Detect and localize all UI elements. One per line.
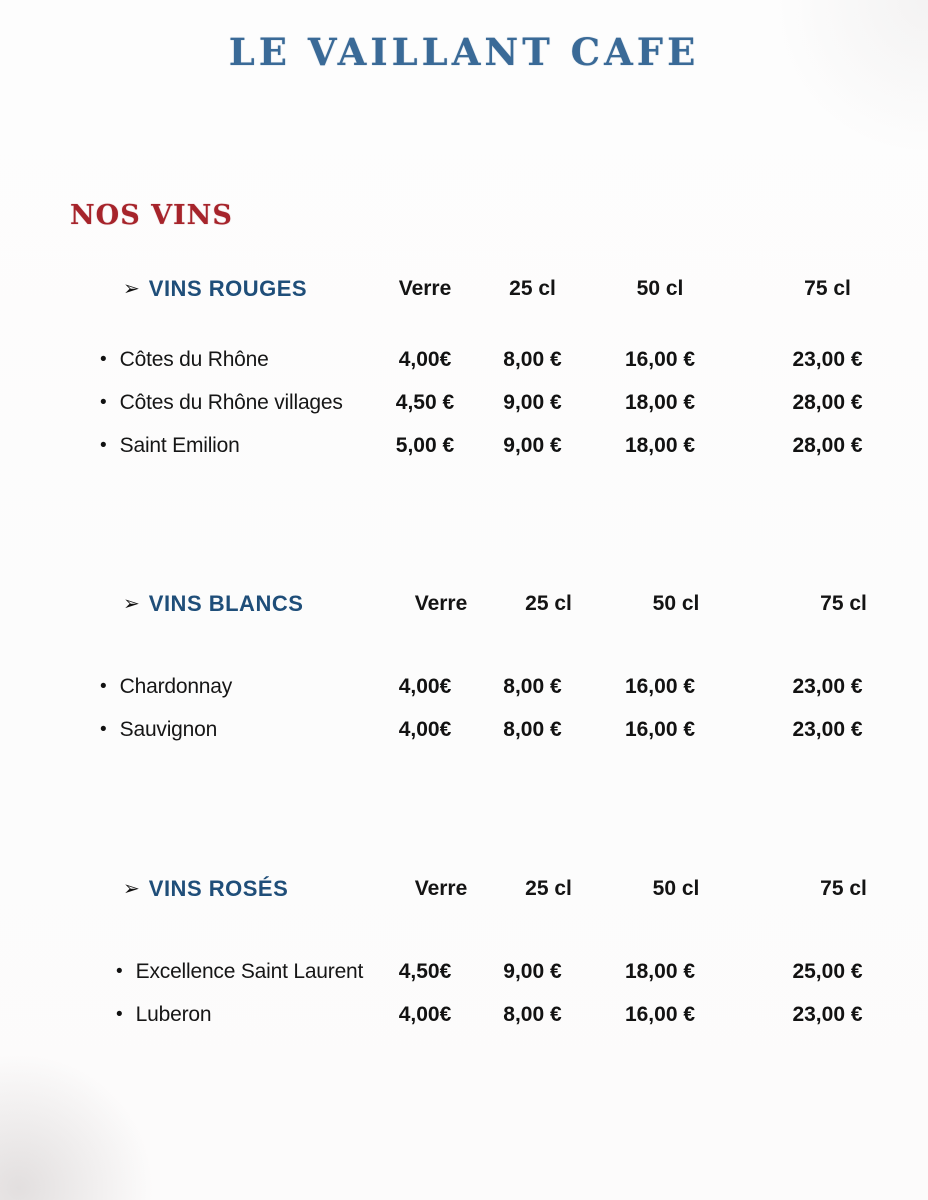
spacer bbox=[90, 912, 920, 950]
arrow-bullet-icon: ➢ bbox=[123, 878, 140, 900]
price-25cl: 8,00 € bbox=[503, 347, 562, 371]
spacer bbox=[90, 312, 920, 338]
wine-name-cell bbox=[90, 675, 370, 699]
table-row bbox=[90, 950, 920, 993]
wine-name-cell bbox=[90, 1003, 370, 1027]
wine-name: Excellence Saint Laurent bbox=[135, 959, 364, 983]
price-verre: 4,50 € bbox=[395, 390, 455, 414]
price-verre: 4,50€ bbox=[398, 959, 452, 983]
bullet-icon: • bbox=[100, 676, 107, 697]
column-header-75cl: 75 cl bbox=[820, 877, 867, 900]
price-50cl: 16,00 € bbox=[624, 674, 696, 698]
section-label-cell bbox=[90, 876, 370, 902]
price-75cl: 28,00 € bbox=[792, 390, 863, 414]
price-75cl: 23,00 € bbox=[792, 717, 863, 741]
table-row bbox=[90, 424, 920, 467]
table-row bbox=[90, 665, 920, 708]
section-label-cell bbox=[90, 276, 370, 302]
menu-heading: NOS VINS bbox=[70, 200, 233, 231]
price-50cl: 18,00 € bbox=[624, 390, 696, 414]
wine-name: Côtes du Rhône villages bbox=[119, 390, 343, 414]
section-vins-blancs bbox=[90, 581, 920, 751]
price-verre: 4,00€ bbox=[398, 674, 452, 698]
price-75cl: 28,00 € bbox=[792, 433, 863, 457]
column-header-75cl: 75 cl bbox=[804, 277, 851, 300]
wine-name-cell bbox=[90, 348, 370, 372]
table-row bbox=[90, 381, 920, 424]
column-header-verre: Verre bbox=[414, 877, 468, 900]
bullet-icon: • bbox=[116, 961, 123, 982]
wine-name-cell bbox=[90, 391, 370, 415]
section-vins-roses bbox=[90, 866, 920, 1036]
price-25cl: 9,00 € bbox=[503, 390, 562, 414]
section-label: VINS BLANCS bbox=[148, 591, 304, 616]
column-header-50cl: 50 cl bbox=[652, 877, 700, 900]
bullet-icon: • bbox=[100, 435, 107, 456]
section-label-cell bbox=[90, 591, 370, 617]
price-75cl: 23,00 € bbox=[792, 674, 863, 698]
price-50cl: 18,00 € bbox=[624, 433, 696, 457]
wine-name: Sauvignon bbox=[119, 717, 218, 741]
wine-name-cell bbox=[90, 960, 370, 984]
price-50cl: 16,00 € bbox=[624, 717, 696, 741]
section-vins-rouges bbox=[90, 266, 920, 467]
arrow-bullet-icon: ➢ bbox=[123, 278, 140, 300]
column-header-75cl: 75 cl bbox=[820, 592, 867, 615]
column-header-verre: Verre bbox=[414, 592, 468, 615]
section-header-row bbox=[90, 266, 920, 312]
page-title: LE VAILLANT CAFE bbox=[228, 30, 700, 74]
price-25cl: 8,00 € bbox=[503, 717, 562, 741]
bullet-icon: • bbox=[116, 1004, 123, 1025]
bullet-icon: • bbox=[100, 719, 107, 740]
section-label: VINS ROSÉS bbox=[148, 876, 289, 901]
price-75cl: 23,00 € bbox=[792, 347, 863, 371]
price-25cl: 8,00 € bbox=[503, 674, 562, 698]
price-50cl: 16,00 € bbox=[624, 347, 696, 371]
price-25cl: 9,00 € bbox=[503, 433, 562, 457]
table-row bbox=[90, 338, 920, 381]
column-header-25cl: 25 cl bbox=[525, 877, 572, 900]
wine-name: Luberon bbox=[135, 1002, 212, 1026]
price-50cl: 16,00 € bbox=[624, 1002, 696, 1026]
price-25cl: 9,00 € bbox=[503, 959, 562, 983]
arrow-bullet-icon: ➢ bbox=[123, 593, 140, 615]
section-label: VINS ROUGES bbox=[148, 276, 308, 301]
price-25cl: 8,00 € bbox=[503, 1002, 562, 1026]
section-header-row bbox=[90, 581, 920, 627]
column-header-25cl: 25 cl bbox=[525, 592, 572, 615]
table-row bbox=[90, 993, 920, 1036]
price-75cl: 25,00 € bbox=[792, 959, 863, 983]
price-verre: 5,00 € bbox=[395, 433, 455, 457]
wine-name: Saint Emilion bbox=[119, 433, 240, 457]
wine-name-cell bbox=[90, 718, 370, 742]
price-verre: 4,00€ bbox=[398, 1002, 452, 1026]
wine-name: Côtes du Rhône bbox=[119, 347, 269, 371]
bullet-icon: • bbox=[100, 349, 107, 370]
wine-name-cell bbox=[90, 434, 370, 458]
spacer bbox=[90, 627, 920, 665]
price-50cl: 18,00 € bbox=[624, 959, 696, 983]
column-header-verre: Verre bbox=[398, 277, 452, 300]
price-verre: 4,00€ bbox=[398, 717, 452, 741]
column-header-50cl: 50 cl bbox=[636, 277, 684, 300]
table-row bbox=[90, 708, 920, 751]
price-verre: 4,00€ bbox=[398, 347, 452, 371]
column-header-50cl: 50 cl bbox=[652, 592, 700, 615]
column-header-25cl: 25 cl bbox=[509, 277, 556, 300]
section-header-row bbox=[90, 866, 920, 912]
wine-name: Chardonnay bbox=[119, 674, 233, 698]
price-75cl: 23,00 € bbox=[792, 1002, 863, 1026]
bullet-icon: • bbox=[100, 392, 107, 413]
